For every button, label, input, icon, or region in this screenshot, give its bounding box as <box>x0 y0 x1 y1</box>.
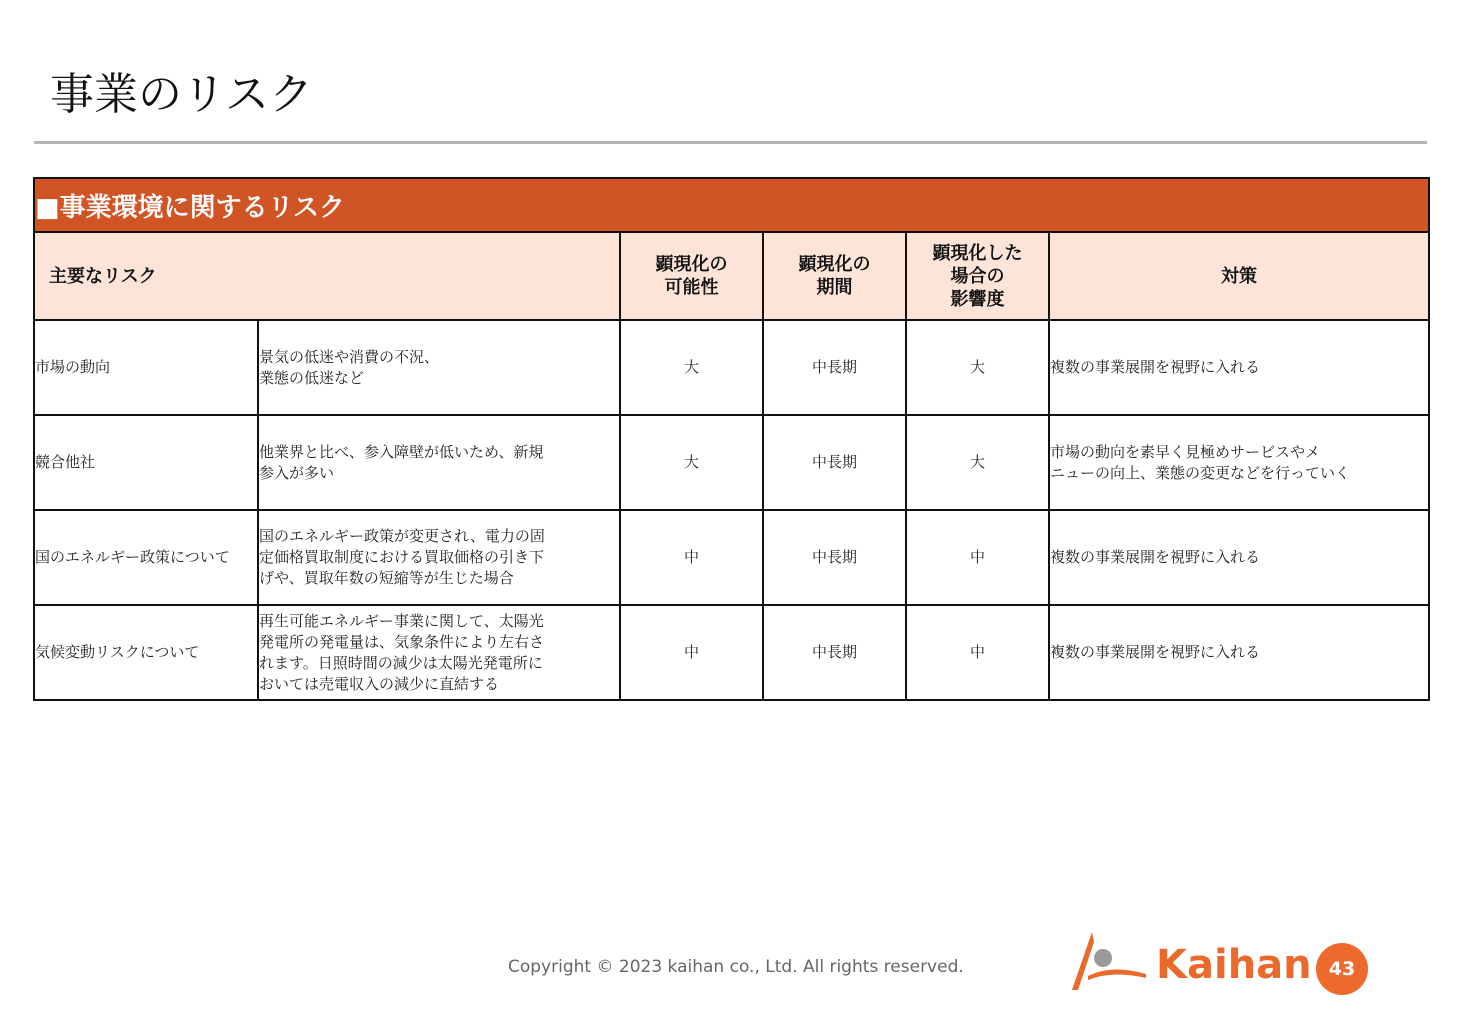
risk-probability: 中 <box>620 510 763 605</box>
header-measure: 対策 <box>1049 232 1429 320</box>
risk-probability: 中 <box>620 605 763 700</box>
kaihan-logo-icon <box>1070 928 1160 998</box>
copyright-text: Copyright © 2023 kaihan co., Ltd. All rights reserved. <box>508 957 964 977</box>
page-number-badge: 43 <box>1316 943 1368 995</box>
risk-category: 気候変動リスクについて <box>34 605 258 700</box>
risk-description: 国のエネルギー政策が変更され、電力の固 定価格買取制度における買取価格の引き下 げや、買取年数の短縮等が生じた場合 <box>258 510 620 605</box>
table-row <box>34 320 1429 415</box>
risk-description: 他業界と比べ、参入障壁が低いため、新規 参入が多い <box>258 415 620 510</box>
risk-table <box>33 177 1430 701</box>
risk-probability: 大 <box>620 415 763 510</box>
risk-category: 国のエネルギー政策について <box>34 510 258 605</box>
logo-wordmark: Kaihan <box>1156 942 1312 988</box>
risk-category: 市場の動向 <box>34 320 258 415</box>
title-divider <box>34 141 1427 144</box>
kaihan-logo <box>1070 928 1312 998</box>
risk-description: 再生可能エネルギー事業に関して、太陽光 発電所の発電量は、気象条件により左右さ れます。日照時間の減少は太陽光発電所に おいては売電収入の減少に直結する <box>258 605 620 700</box>
risk-period: 中長期 <box>763 320 906 415</box>
risk-measure: 市場の動向を素早く見極めサービスやメ ニューの向上、業態の変更などを行っていく <box>1049 415 1429 510</box>
risk-measure: 複数の事業展開を視野に入れる <box>1049 510 1429 605</box>
header-main-risk: 主要なリスク <box>34 232 620 320</box>
header-probability: 顕現化の 可能性 <box>620 232 763 320</box>
section-header-row <box>34 178 1429 232</box>
page-title: 事業のリスク <box>50 69 314 120</box>
section-title: ■事業環境に関するリスク <box>34 178 1429 232</box>
risk-impact: 中 <box>906 605 1049 700</box>
risk-period: 中長期 <box>763 605 906 700</box>
table-row <box>34 510 1429 605</box>
risk-period: 中長期 <box>763 415 906 510</box>
risk-description: 景気の低迷や消費の不況、 業態の低迷など <box>258 320 620 415</box>
risk-impact: 大 <box>906 320 1049 415</box>
risk-period: 中長期 <box>763 510 906 605</box>
risk-probability: 大 <box>620 320 763 415</box>
header-period: 顕現化の 期間 <box>763 232 906 320</box>
risk-impact: 中 <box>906 510 1049 605</box>
table-row <box>34 605 1429 700</box>
risk-impact: 大 <box>906 415 1049 510</box>
header-impact: 顕現化した 場合の 影響度 <box>906 232 1049 320</box>
column-header-row <box>34 232 1429 320</box>
table-row <box>34 415 1429 510</box>
risk-measure: 複数の事業展開を視野に入れる <box>1049 320 1429 415</box>
risk-category: 競合他社 <box>34 415 258 510</box>
risk-measure: 複数の事業展開を視野に入れる <box>1049 605 1429 700</box>
